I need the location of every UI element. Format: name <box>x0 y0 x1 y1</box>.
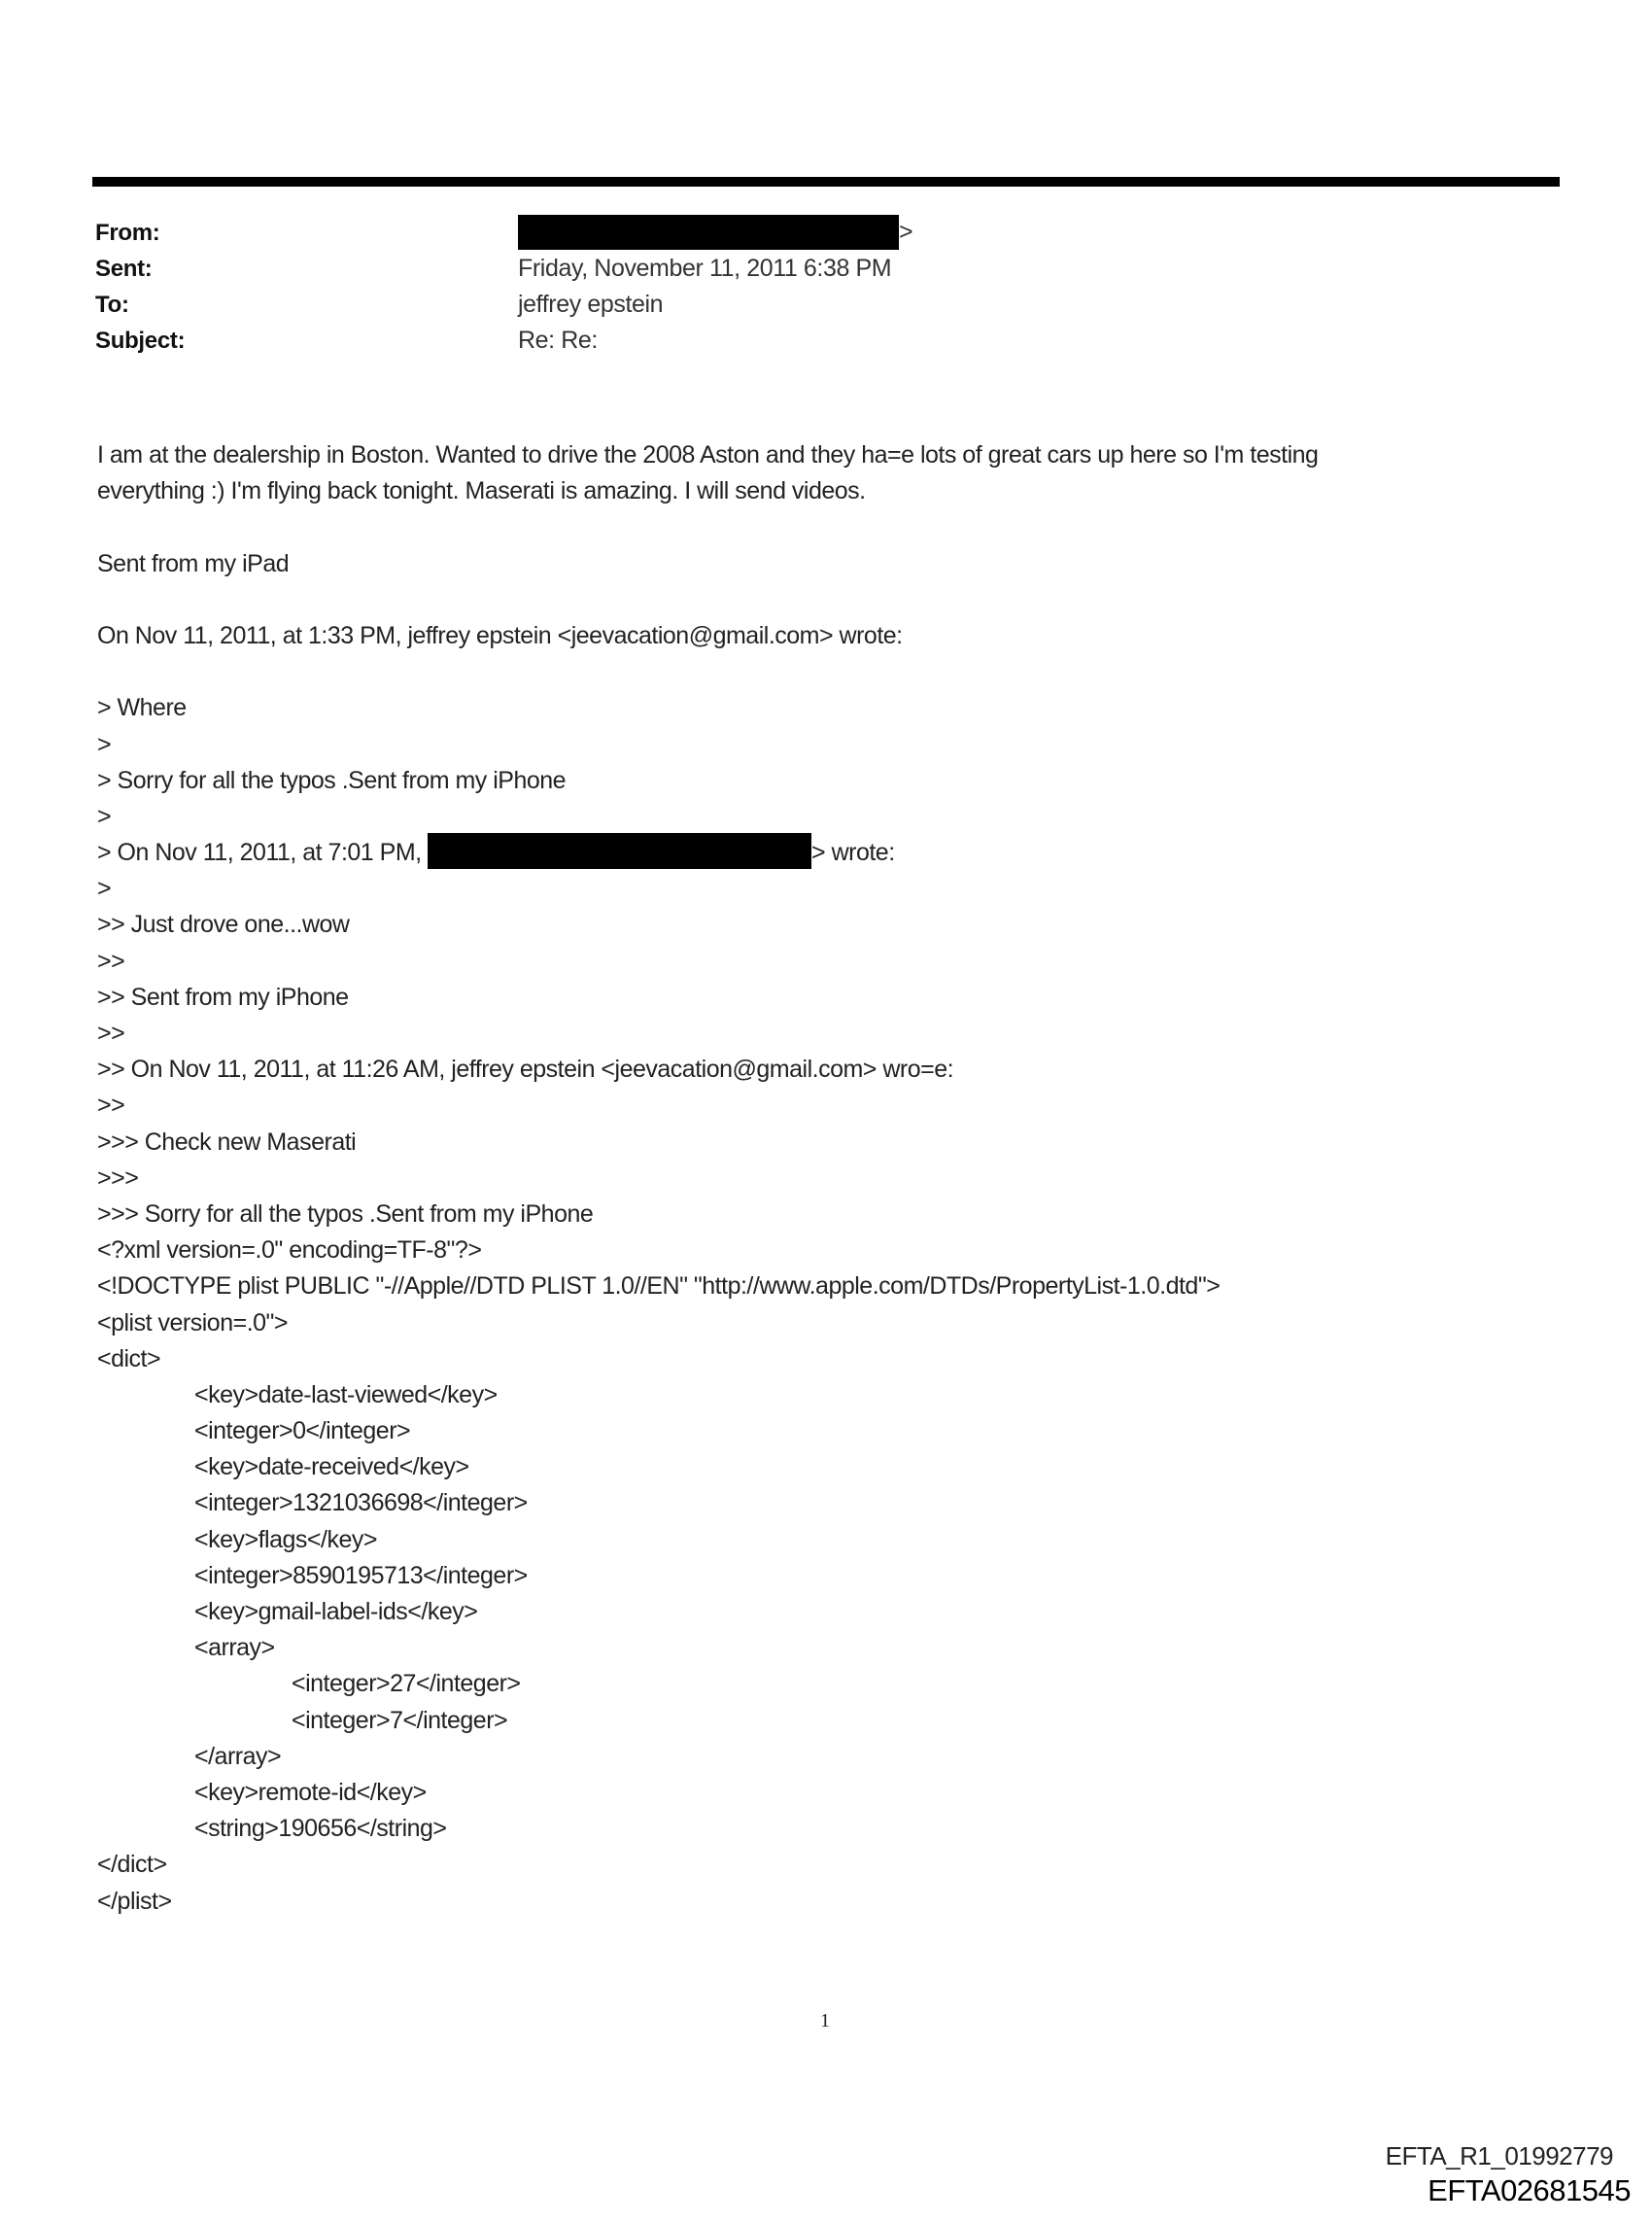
plist-entry: <key>date-last-viewed</key> <box>194 1380 498 1408</box>
bates-number-r1: EFTA_R1_01992779 <box>1385 2141 1613 2170</box>
quoted-line: > Where <box>97 694 187 722</box>
sent-value: Friday, November 11, 2011 6:38 PM <box>518 255 892 282</box>
plist-array-item: <integer>27</integer> <box>292 1670 521 1698</box>
sent-label: Sent: <box>95 256 153 282</box>
quoted-line: > <box>97 875 112 903</box>
quoted-intro-redacted <box>97 835 1565 871</box>
plist-entry: <key>gmail-label-ids</key> <box>194 1598 478 1625</box>
header-rule <box>92 177 1560 187</box>
plist-array-item: <integer>7</integer> <box>292 1706 508 1734</box>
redaction-box <box>428 833 811 869</box>
plist-xml-decl: <?xml version=.0" encoding=TF-8"?> <box>97 1236 482 1265</box>
to-value: jeffrey epstein <box>518 291 664 318</box>
blank-line <box>97 509 1565 545</box>
quoted-line: >> <box>97 947 125 975</box>
dict-close: </dict> <box>97 1851 167 1879</box>
to-label: To: <box>95 292 129 318</box>
plist-entry: </array> <box>194 1742 282 1770</box>
quoted-line: > <box>97 730 112 758</box>
redaction-box <box>518 215 899 250</box>
from-value <box>518 215 912 250</box>
plist-entry: <key>remote-id</key> <box>194 1778 427 1806</box>
plist-entry: <string>190656</string> <box>194 1815 447 1843</box>
dict-open: <dict> <box>97 1344 161 1372</box>
plist-entry: <integer>8590195713</integer> <box>194 1561 528 1589</box>
from-value-suffix: > <box>899 218 913 246</box>
quoted-line: >>> Sorry for all the typos .Sent from my iPhone <box>97 1199 594 1228</box>
from-label: From: <box>95 220 160 246</box>
quoted-line: > Sorry for all the typos .Sent from my iPhone <box>97 766 567 794</box>
quoted-line: >>> <box>97 1163 139 1192</box>
plist-entry: <key>date-received</key> <box>194 1453 469 1481</box>
email-body <box>97 437 1565 1920</box>
quoted-line: >> <box>97 1092 125 1120</box>
quoted-line: >>> Check new Maserati <box>97 1128 357 1156</box>
quote-intro: On Nov 11, 2011, at 1:33 PM, jeffrey epstein <jeevacation@gmail.com> wrote: <box>97 621 903 649</box>
body-paragraph-line: everything :) I'm flying back tonight. Maserati is amazing. I will send videos. <box>97 477 866 505</box>
subject-label: Subject: <box>95 328 186 354</box>
body-paragraph-line: I am at the dealership in Boston. Wanted to drive the 2008 Aston and they ha=e lots of great cars up here so I'm testing <box>97 441 1319 469</box>
plist-entry: <array> <box>194 1634 275 1662</box>
quoted-line: >> On Nov 11, 2011, at 11:26 AM, jeffrey epstein <jeevacation@gmail.com> wro=e: <box>97 1056 954 1084</box>
quoted-line: >> Just drove one...wow <box>97 911 350 939</box>
blank-line <box>97 582 1565 618</box>
plist-open: <plist version=.0"> <box>97 1308 289 1337</box>
signature: Sent from my iPad <box>97 549 290 577</box>
quoted-line: > <box>97 802 112 830</box>
quoted-line: >> <box>97 1020 125 1047</box>
page-number: 1 <box>820 2010 830 2031</box>
plist-entry: <key>flags</key> <box>194 1525 377 1553</box>
subject-value: Re: Re: <box>518 327 598 354</box>
bates-number: EFTA02681545 <box>1428 2173 1631 2207</box>
plist-entry: <integer>0</integer> <box>194 1417 411 1445</box>
plist-doctype: <!DOCTYPE plist PUBLIC "-//Apple//DTD PLIST 1.0//EN" "http://www.apple.com/DTDs/PropertyList-1.0.dtd"> <box>97 1272 1221 1301</box>
quoted-intro-suffix: > wrote: <box>811 839 895 867</box>
quoted-intro-prefix: > On Nov 11, 2011, at 7:01 PM, <box>97 839 429 867</box>
quoted-line: >> Sent from my iPhone <box>97 983 349 1011</box>
plist-entry: <integer>1321036698</integer> <box>194 1489 528 1517</box>
plist-close: </plist> <box>97 1887 172 1915</box>
blank-line <box>97 654 1565 690</box>
